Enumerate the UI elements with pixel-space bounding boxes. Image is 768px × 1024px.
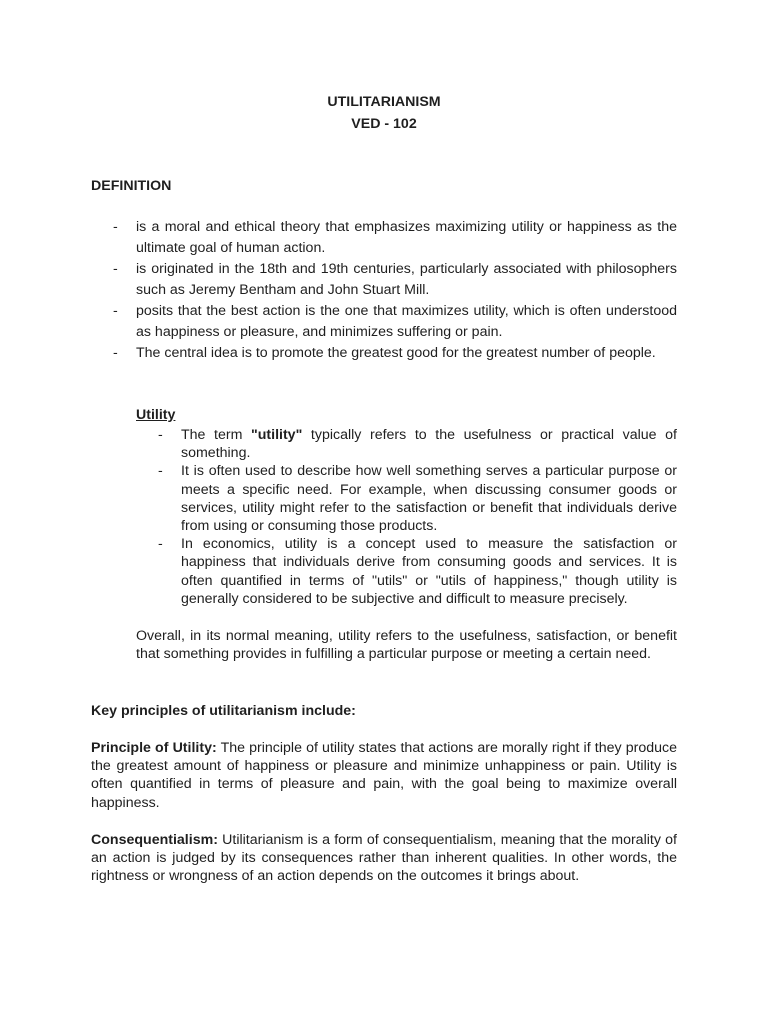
utility-heading: Utility [136,407,176,423]
principle-of-utility-text: The principle of utility states that actions are morally right if they produce the greatest amount of happiness or pleasure and minimize unhappiness or pain. Utility is often quantified in terms of pleasure and pain, with the goal being to maximize overall happiness. [91,740,677,811]
consequentialism-text: Utilitarianism is a form of consequentialism, meaning that the morality of an action is judged by its consequences rather than inherent qualities. In other words, the rightness or wrongness of an action depends on the outcomes it brings about. [91,832,677,885]
definition-item-text: The central idea is to promote the greatest good for the greatest number of people. [136,345,656,361]
definition-item-text: is a moral and ethical theory that emphasizes maximizing utility or happiness as the ultimate goal of human action. [136,219,677,256]
utility-overall-paragraph: Overall, in its normal meaning, utility refers to the usefulness, satisfaction, or benefit that something provides in fulfilling a particular purpose or meeting a certain need. [136,628,677,663]
bullet-dash: - [113,345,118,361]
list-item [158,426,677,462]
course-code: VED - 102 [351,116,417,132]
definition-list [113,217,677,364]
consequentialism-paragraph [91,831,677,886]
utility-item-text-post: typically refers to the usefulness or practical value of something. [181,427,677,462]
definition-heading: DEFINITION [91,178,172,194]
utility-item-text: In economics, utility is a concept used to measure the satisfaction or happiness that individuals derive from consuming goods and services. It is often quantified in terms of "utils" or "utils of happiness," though utility is generally considered to be subjective and difficult to measure precisely. [181,536,677,607]
key-principles-heading: Key principles of utilitarianism include: [91,703,356,719]
list-item [158,535,677,608]
bullet-dash: - [158,463,163,480]
consequentialism-label: Consequentialism: [91,832,218,848]
definition-item-text: is originated in the 18th and 19th centuries, particularly associated with philosophers such as Jeremy Bentham and John Stuart Mill. [136,261,677,298]
utility-list [158,426,677,608]
list-item [113,301,677,343]
document-title: UTILITARIANISM [327,94,441,110]
bullet-dash: - [158,536,163,553]
bullet-dash: - [113,303,118,319]
utility-item-text: It is often used to describe how well something serves a particular purpose or meets a specific need. For example, when discussing consumer goods or services, utility might refer to the satisfaction or benefit that individuals derive from using or consuming those products. [181,463,677,535]
bullet-dash: - [158,427,163,443]
bullet-dash: - [113,219,118,235]
list-item [113,217,677,259]
list-item [113,343,677,364]
utility-item-text-pre: The term [181,427,252,443]
utility-term-bold: "utility" [251,427,303,443]
list-item [158,462,677,535]
definition-item-text: posits that the best action is the one that maximizes utility, which is often understood as happiness or pleasure, and minimizes suffering or pain. [136,303,677,340]
list-item [113,259,677,301]
principle-of-utility-label: Principle of Utility: [91,740,217,756]
bullet-dash: - [113,261,118,277]
principle-of-utility-paragraph [91,739,677,812]
